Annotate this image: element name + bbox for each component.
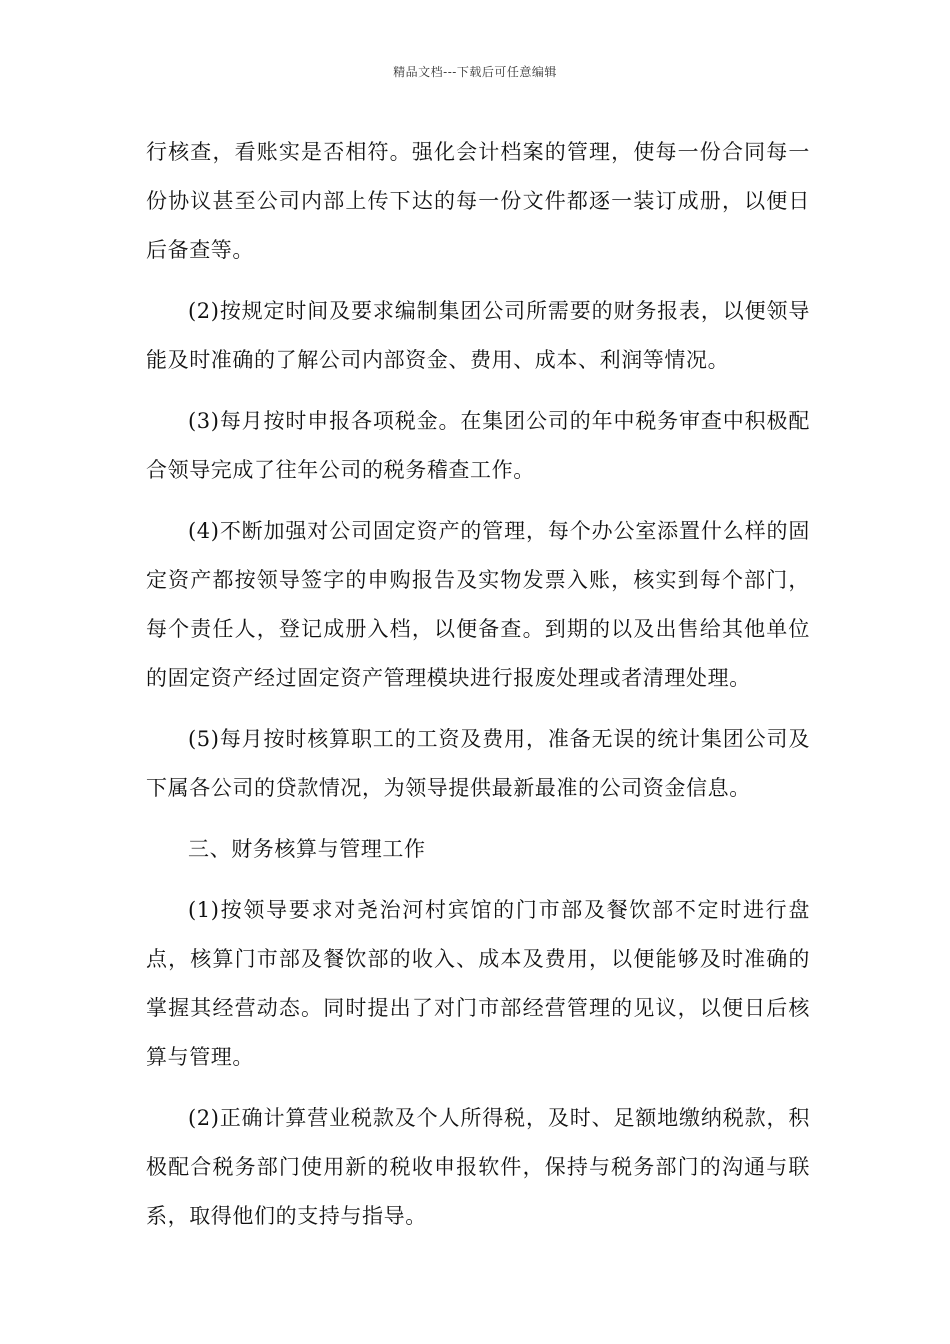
- paragraph-section3-item-1: (1)按领导要求对尧治河村宾馆的门市部及餐饮部不定时进行盘点，核算门市部及餐饮部的收入、成本及费用，以便能够及时准确的掌握其经营动态。同时提出了对门市部经营管理的见议，以便日后核算与管理。: [146, 898, 810, 1069]
- paragraph-continuation: 行核查，看账实是否相符。强化会计档案的管理，使每一份合同每一份协议甚至公司内部上传下达的每一份文件都逐一装订成册，以便日后备查等。: [146, 140, 810, 262]
- paragraph-item-3: (3)每月按时申报各项税金。在集团公司的年中税务审查中积极配合领导完成了往年公司的税务稽查工作。: [146, 409, 810, 482]
- page-header: 精品文档---下载后可任意编辑: [393, 65, 557, 79]
- paragraph-item-2: (2)按规定时间及要求编制集团公司所需要的财务报表，以便领导能及时准确的了解公司内部资金、费用、成本、利润等情况。: [146, 299, 810, 372]
- paragraph-section3-item-2: (2)正确计算营业税款及个人所得税，及时、足额地缴纳税款，积极配合税务部门使用新的税收申报软件，保持与税务部门的沟通与联系，取得他们的支持与指导。: [146, 1106, 810, 1228]
- document-body: [146, 128, 810, 1253]
- paragraph-item-5: (5)每月按时核算职工的工资及费用，准备无误的统计集团公司及下属各公司的贷款情况，为领导提供最新最准的公司资金信息。: [146, 727, 810, 800]
- paragraph-item-4: (4)不断加强对公司固定资产的管理，每个办公室添置什么样的固定资产都按领导签字的申购报告及实物发票入账，核实到每个部门，每个责任人，登记成册入档，以便备查。到期的以及出售给其他单位的固定资产经过固定资产管理模块进行报废处理或者清理处理。: [146, 519, 810, 690]
- section-heading: 三、财务核算与管理工作: [188, 837, 426, 861]
